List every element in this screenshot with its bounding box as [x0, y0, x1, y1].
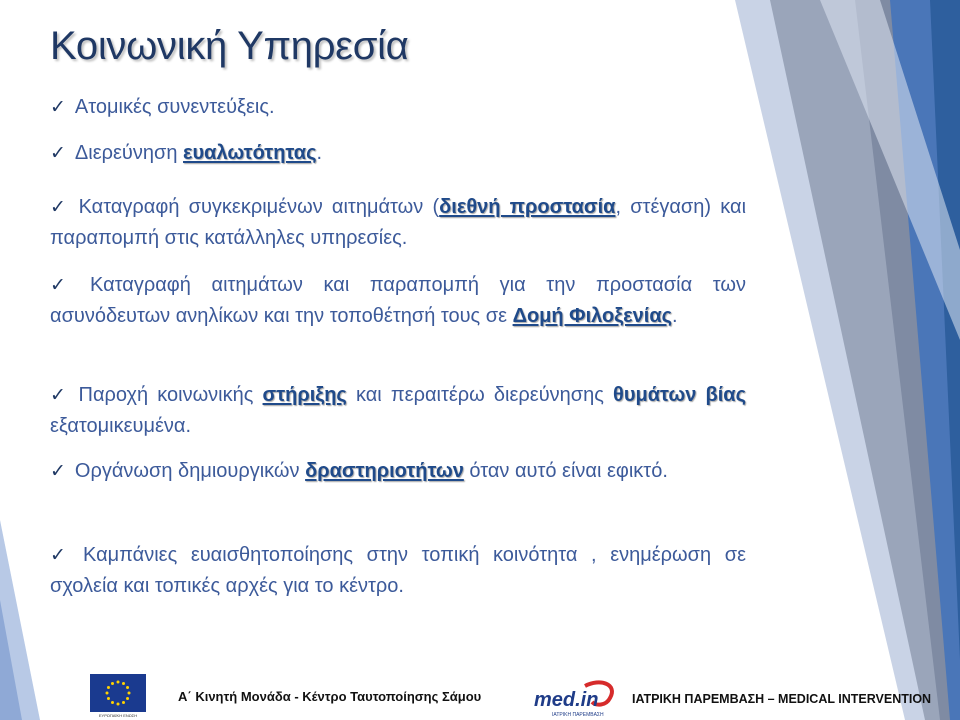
bullet-text: Καταγραφή συγκεκριμένων αιτημάτων (	[78, 196, 440, 218]
bullet-text: όταν αυτό είναι εφικτό.	[463, 460, 668, 482]
bullet-text: και περαιτέρω διερεύνησης	[346, 384, 614, 406]
check-icon: ✓	[50, 143, 66, 164]
eu-caption: ΕΥΡΩΠΑΪΚΗ ΕΝΩΣΗ	[98, 713, 138, 718]
bullet-item	[50, 456, 746, 487]
check-icon: ✓	[50, 461, 66, 482]
bullet-text: Διερεύνηση	[74, 142, 184, 164]
check-icon: ✓	[50, 275, 82, 296]
check-icon: ✓	[50, 385, 70, 406]
eu-star	[128, 692, 131, 695]
bullet-item	[50, 270, 746, 332]
bullet-text: .	[672, 305, 678, 327]
eu-star	[122, 701, 125, 704]
bullet-emphasis: θυμάτων βίας	[613, 384, 747, 406]
bullet-emphasis: Δομή Φιλοξενίας	[512, 305, 673, 327]
bullet-emphasis: διεθνή προστασία	[439, 196, 616, 218]
medin-logo-text: med.in	[534, 689, 599, 711]
bullet-text: Ατομικές συνεντεύξεις.	[74, 96, 275, 118]
slide-title: Κοινωνική Υπηρεσία	[50, 24, 409, 68]
bullet-emphasis: ευαλωτότητας	[183, 142, 317, 164]
bullet-text: Οργάνωση δημιουργικών	[74, 460, 306, 482]
eu-star	[107, 686, 110, 689]
medin-logo-icon	[530, 676, 620, 720]
bullet-emphasis: δραστηριοτήτων	[305, 460, 464, 482]
footer-unit-text: Α΄ Κινητή Μονάδα - Κέντρο Ταυτοποίησης Σάμου	[178, 689, 482, 704]
eu-star	[111, 682, 114, 685]
footer	[0, 664, 960, 720]
check-icon: ✓	[50, 197, 70, 218]
eu-star	[117, 703, 120, 706]
eu-star	[117, 681, 120, 684]
eu-flag-icon	[90, 674, 146, 712]
bullet-item	[50, 380, 746, 442]
bullet-item	[50, 192, 746, 254]
eu-star	[107, 697, 110, 700]
eu-star	[111, 701, 114, 704]
bullet-item	[50, 92, 746, 123]
bullet-text: .	[316, 142, 323, 164]
bullet-text: εξατομικευμένα.	[50, 415, 192, 437]
bullet-item	[50, 540, 746, 602]
eu-star	[126, 686, 129, 689]
bullet-text: Παροχή κοινωνικής	[78, 384, 263, 406]
bullet-text: Καμπάνιες ευαισθητοποίησης στην τοπική κοινότητα , ενημέρωση σε σχολεία και τοπικές αρχές για το κέντρο.	[50, 544, 746, 597]
eu-star	[126, 697, 129, 700]
bullet-emphasis: στήριξης	[262, 384, 347, 406]
footer-program-text: ΙΑΤΡΙΚΗ ΠΑΡΕΜΒΑΣΗ – MEDICAL INTERVENTION	[632, 692, 932, 706]
eu-star	[106, 692, 109, 695]
eu-star	[122, 682, 125, 685]
check-icon: ✓	[50, 545, 74, 566]
bullet-text: , στέγαση) και παραπομπή στις κατάλληλες υπηρεσίες.	[50, 196, 747, 249]
bullet-item	[50, 138, 746, 169]
bullet-text: Καταγραφή αιτημάτων και παραπομπή για την προστασία των ασυνόδευτων ανηλίκων και την τοποθέτησή τους σε	[50, 274, 746, 327]
check-icon: ✓	[50, 97, 66, 118]
medin-logo-subtext: ΙΑΤΡΙΚΗ ΠΑΡΕΜΒΑΣΗ	[552, 712, 604, 718]
